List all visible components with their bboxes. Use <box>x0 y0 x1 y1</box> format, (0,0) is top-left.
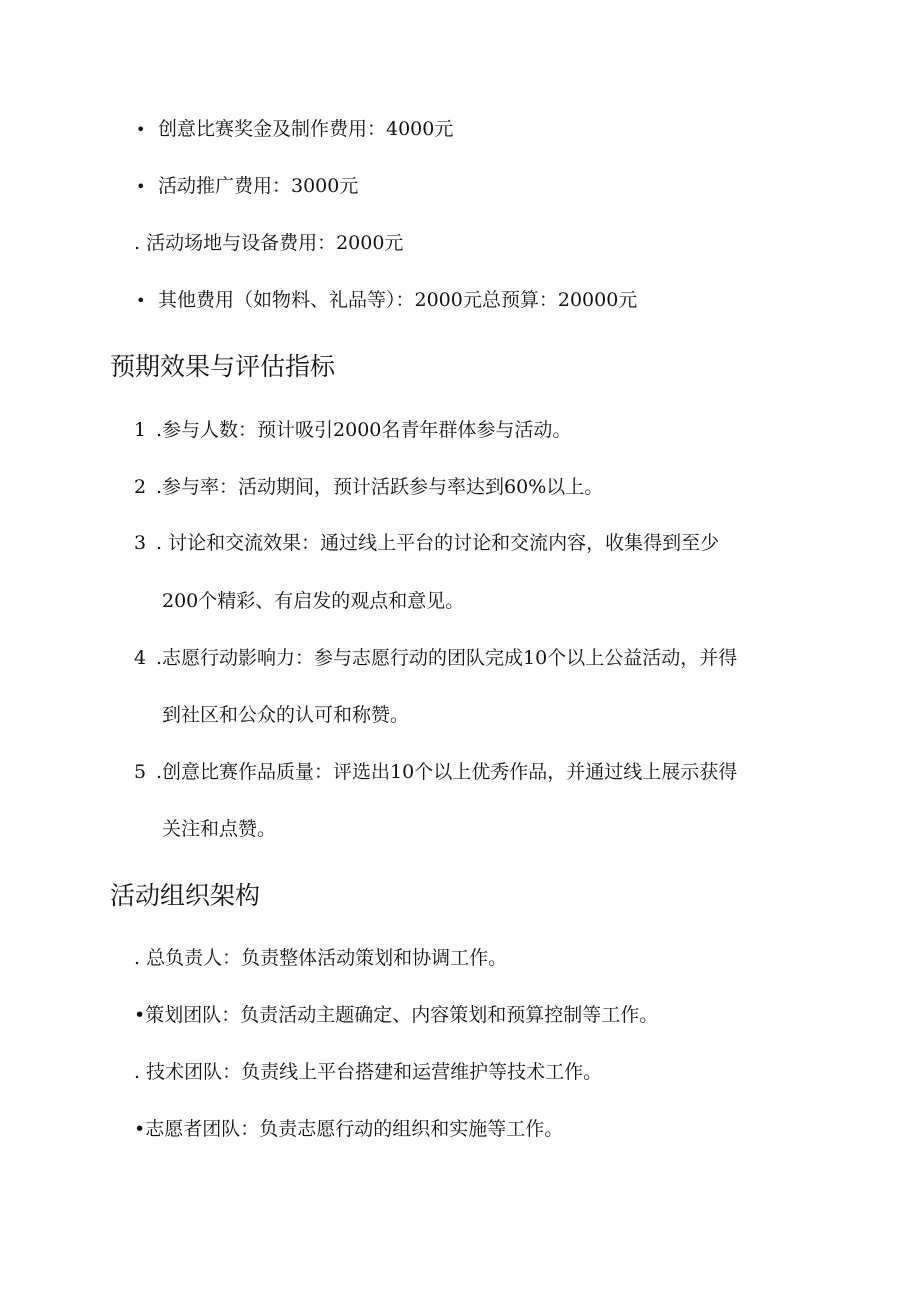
item-text: . 讨论和交流效果：通过线上平台的讨论和交流内容，收集得到至少 <box>156 532 720 554</box>
item-number: 4 <box>134 647 147 669</box>
org-item: . 总负责人：负责整体活动策划和协调工作。 <box>134 947 508 969</box>
list-item-continuation: 200个精彩、有启发的观点和意见。 <box>162 590 465 612</box>
item-text: .创意比赛作品质量：评选出10个以上优秀作品，并通过线上展示获得 <box>156 761 738 783</box>
org-item: •策划团队：负责活动主题确定、内容策划和预算控制等工作。 <box>134 1004 659 1026</box>
list-item <box>134 646 737 670</box>
org-item: •志愿者团队：负责志愿行动的组织和实施等工作。 <box>134 1118 564 1140</box>
item-number: 2 <box>134 476 147 498</box>
list-item <box>134 760 737 784</box>
bullet-icon: • <box>136 120 146 139</box>
list-item <box>134 475 603 499</box>
section-title-effects: 预期效果与评估指标 <box>110 352 336 381</box>
budget-item <box>136 288 637 313</box>
budget-item <box>136 174 358 199</box>
item-text: .参与人数：预计吸引2000名青年群体参与活动。 <box>156 419 572 441</box>
budget-item-text: 其他费用（如物料、礼品等）：2000元总预算：20000元 <box>158 289 638 311</box>
budget-item-text: . 活动场地与设备费用：2000元 <box>134 232 404 254</box>
list-item <box>134 531 719 555</box>
item-number: 5 <box>134 761 147 783</box>
budget-item <box>136 117 453 142</box>
item-number: 3 <box>134 532 147 554</box>
section-title-org: 活动组织架构 <box>110 881 261 910</box>
list-item <box>134 418 571 442</box>
budget-item-text: 活动推广费用：3000元 <box>158 175 359 197</box>
list-item-continuation: 关注和点赞。 <box>162 818 277 840</box>
bullet-icon: • <box>136 291 146 310</box>
list-item-continuation: 到社区和公众的认可和称赞。 <box>162 704 410 726</box>
bullet-icon: • <box>136 177 146 196</box>
budget-item <box>134 231 403 255</box>
item-number: 1 <box>134 419 147 441</box>
item-text: .志愿行动影响力：参与志愿行动的团队完成10个以上公益活动，并得 <box>156 647 738 669</box>
org-item: . 技术团队：负责线上平台搭建和运营维护等技术工作。 <box>134 1061 603 1083</box>
item-text: .参与率：活动期间，预计活跃参与率达到60%以上。 <box>156 476 604 498</box>
budget-item-text: 创意比赛奖金及制作费用：4000元 <box>158 118 454 140</box>
